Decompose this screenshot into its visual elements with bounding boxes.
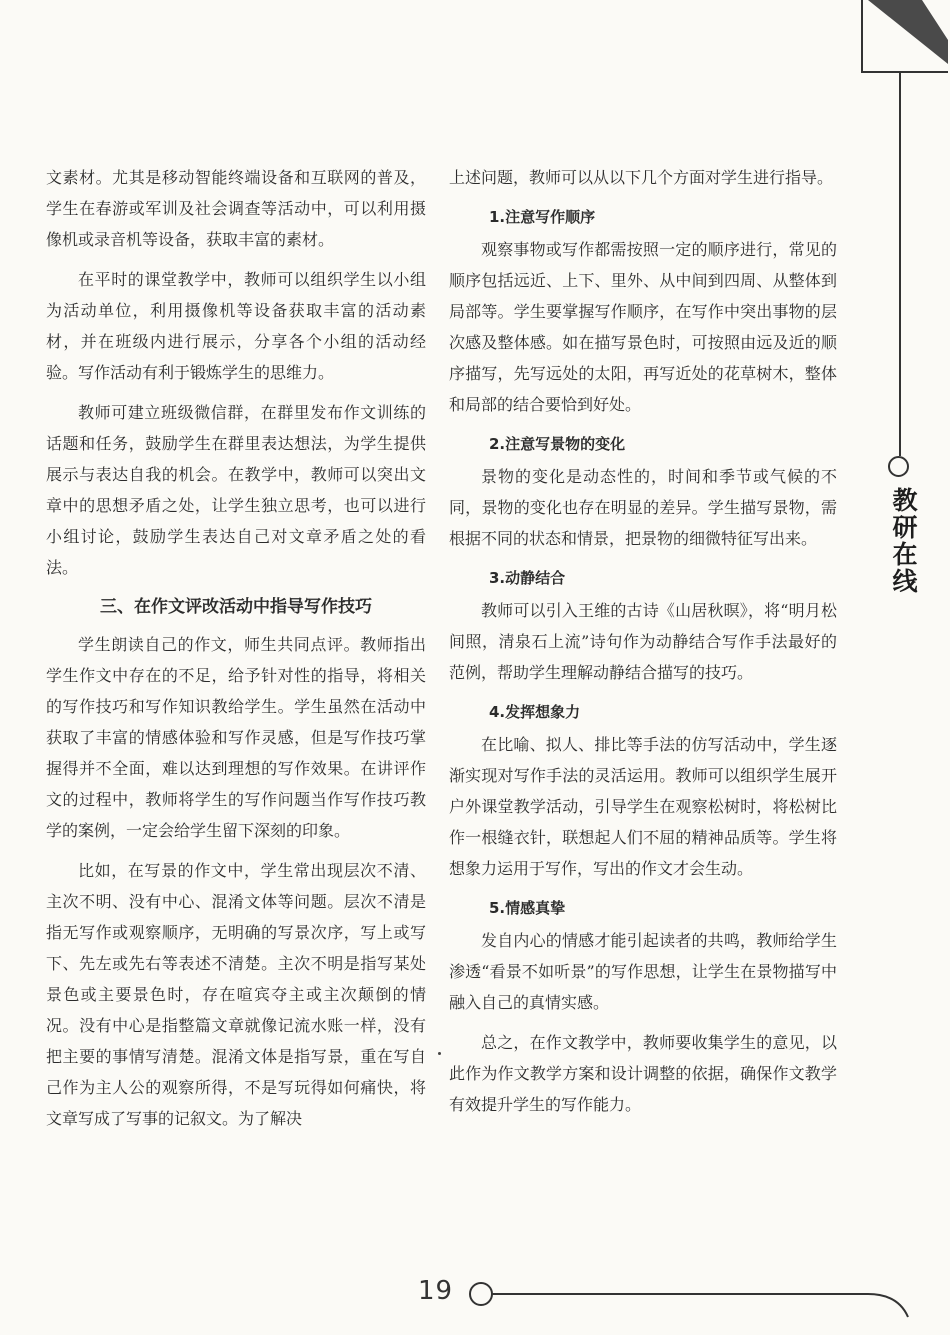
paragraph: 教师可以引入王维的古诗《山居秋暝》，将“明月松间照，清泉石上流”诗句作为动静结合写作手法最好的范例，帮助学生理解动静结合描写的技巧。	[449, 601, 837, 682]
paragraph: 观察事物或写作都需按照一定的顺序进行，常见的顺序包括远近、上下、里外、从中间到四周、从整体到局部等。学生要掌握写作顺序，在写作中突出事物的层次感及整体感。如在描写景色时，可按照由远及近的顺序描写，先写远处的太阳，再写近处的花草树木，整体和局部的结合要恰到好处。	[449, 240, 837, 414]
paragraph: 比如，在写景的作文中，学生常出现层次不清、主次不明、没有中心、混淆文体等问题。层次不清是指无写作或观察顺序，无明确的写景次序，写上或写下、先左或先右等表述不清楚。主次不明是指写某处景色或主要景色时，存在喧宾夺主或主次颠倒的情况。没有中心是指整篇文章就像记流水账一样，没有把主要的事情写清楚。混淆文体是指写景，重在写自己作为主人公的观察所得，不是写玩得如何痛快，将文章写成了写事的记叙文。为了解决	[46, 861, 426, 1128]
subheading: 1.注意写作顺序	[489, 208, 596, 226]
paragraph: 教师可建立班级微信群，在群里发布作文训练的话题和任务，鼓励学生在群里表达想法，为学生提供展示与表达自我的机会。在教学中，教师可以突出文章中的思想矛盾之处，让学生独立思考，也可以进行小组讨论，鼓励学生表达自己对文章矛盾之处的看法。	[46, 403, 426, 577]
subheading: 2.注意写景物的变化	[489, 435, 626, 453]
paragraph: 景物的变化是动态性的，时间和季节或气候的不同，景物的变化也存在明显的差异。学生描写景物，需根据不同的状态和情景，把景物的细微特征写出来。	[449, 467, 837, 548]
paragraph: 文素材。尤其是移动智能终端设备和互联网的普及，学生在春游或军训及社会调查等活动中，可以利用摄像机或录音机等设备，获取丰富的素材。	[46, 168, 426, 249]
section-heading: 三、在作文评改活动中指导写作技巧	[100, 597, 372, 617]
subheading: 4.发挥想象力	[489, 703, 581, 721]
print-dot	[438, 1052, 441, 1055]
corner-triangle-decoration	[860, 0, 950, 76]
footer-decorative-line	[468, 1272, 928, 1322]
paragraph: 在比喻、拟人、排比等手法的仿写活动中，学生逐渐实现对写作手法的灵活运用。教师可以组织学生展开户外课堂教学活动，引导学生在观察松树时，将松树比作一根缝衣针，联想起人们不屈的精神品质等。学生将想象力运用于写作，写出的作文才会生动。	[449, 735, 837, 878]
left-column	[46, 162, 426, 1143]
paragraph: 总之，在作文教学中，教师要收集学生的意见，以此作为作文教学方案和设计调整的依据，确保作文教学有效提升学生的写作能力。	[449, 1033, 837, 1114]
paragraph: 上述问题，教师可以从以下几个方面对学生进行指导。	[449, 168, 834, 187]
section-label: 教研在线	[889, 487, 918, 595]
sidebar-vertical-line	[899, 72, 901, 456]
paragraph: 学生朗读自己的作文，师生共同点评。教师指出学生作文中存在的不足，给予针对性的指导，将相关的写作技巧和写作知识教给学生。学生虽然在活动中获取了丰富的情感体验和写作灵感，但是写作技巧掌握得并不全面，难以达到理想的写作效果。在讲评作文的过程中，教师将学生的写作问题当作写作技巧教学的案例，一定会给学生留下深刻的印象。	[46, 635, 426, 840]
right-column	[449, 162, 837, 1129]
page-number: 19	[418, 1276, 454, 1306]
subheading: 5.情感真挚	[489, 899, 566, 917]
paragraph: 在平时的课堂教学中，教师可以组织学生以小组为活动单位，利用摄像机等设备获取丰富的活动素材，并在班级内进行展示，分享各个小组的活动经验。写作活动有利于锻炼学生的思维力。	[46, 270, 426, 382]
subheading: 3.动静结合	[489, 569, 566, 587]
paragraph: 发自内心的情感才能引起读者的共鸣，教师给学生渗透“看景不如听景”的写作思想，让学生在景物描写中融入自己的真情实感。	[449, 931, 837, 1012]
sidebar-circle-marker	[888, 456, 909, 477]
